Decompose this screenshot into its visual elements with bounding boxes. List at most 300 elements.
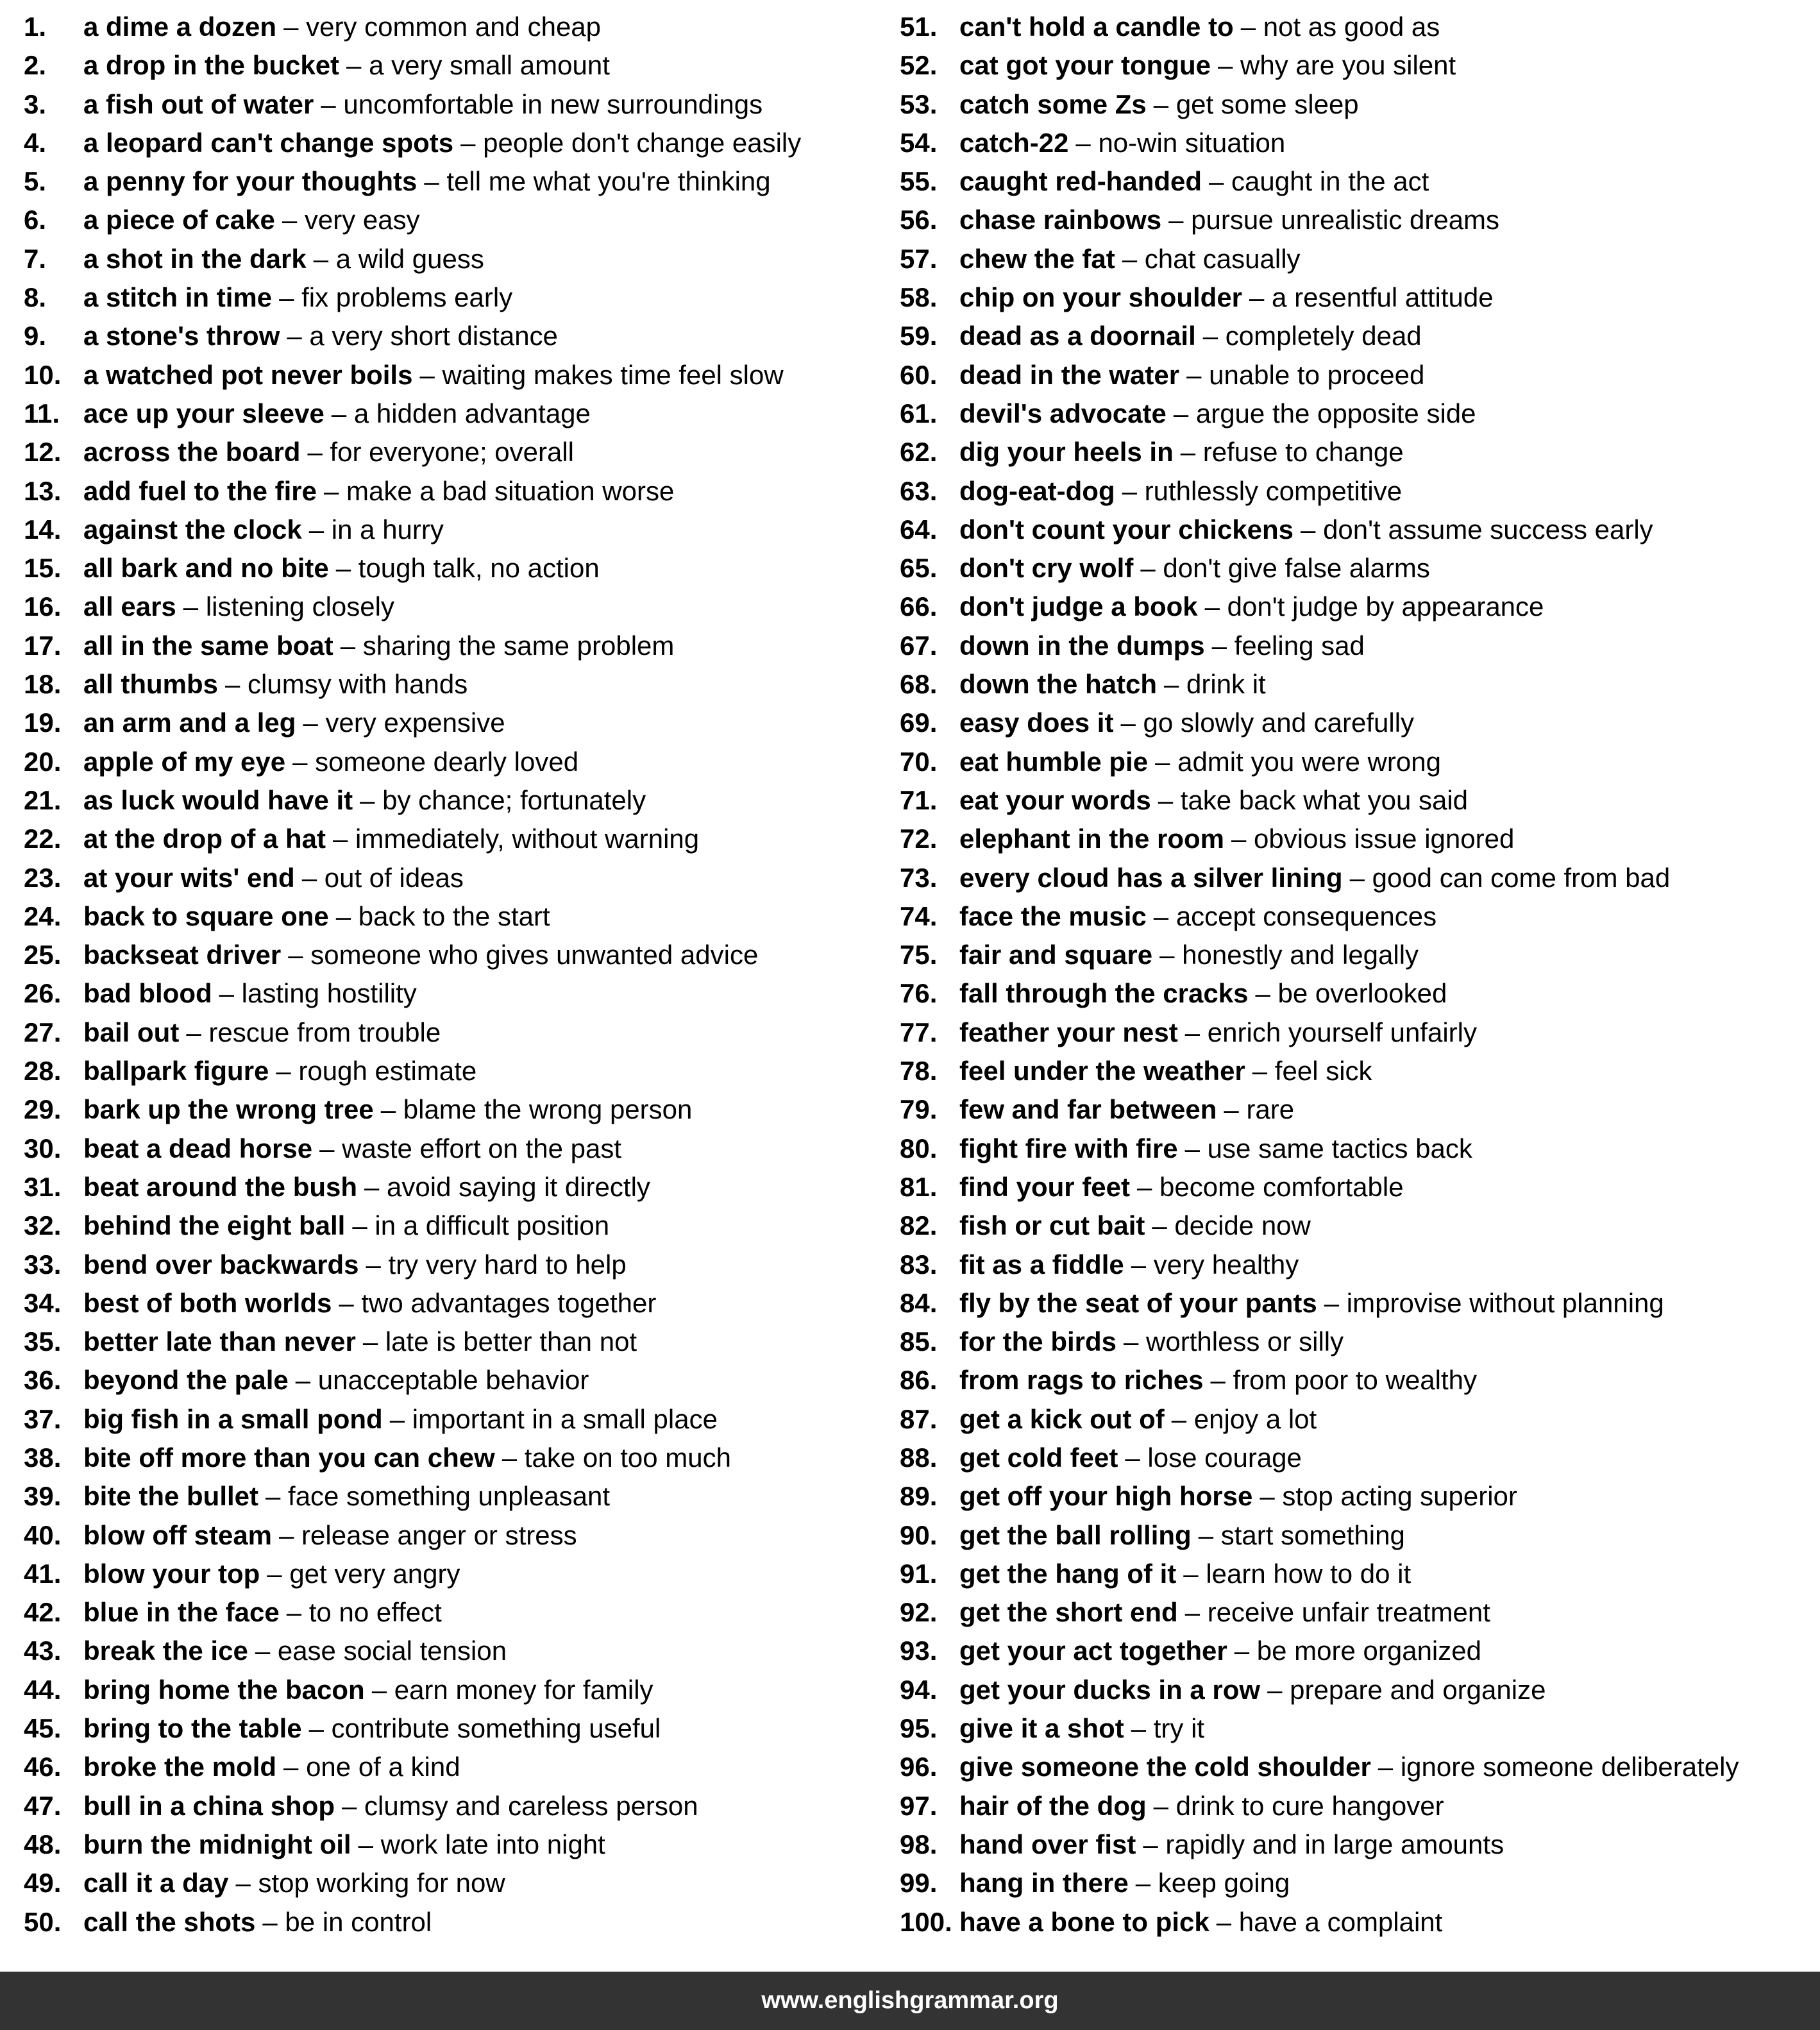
item-number: 87. — [900, 1403, 938, 1434]
item-idiom: elephant in the room — [959, 824, 1225, 854]
list-item — [900, 124, 1820, 162]
list-item — [24, 1400, 900, 1439]
item-definition: – back to the start — [335, 901, 550, 931]
item-idiom: a fish out of water — [83, 89, 314, 119]
item-idiom: bite the bullet — [83, 1481, 258, 1512]
item-number: 15. — [24, 553, 62, 584]
item-idiom: as luck would have it — [83, 784, 353, 815]
list-item — [24, 472, 900, 511]
item-number: 81. — [900, 1171, 938, 1202]
item-definition: – rare — [1224, 1094, 1295, 1125]
item-number: 38. — [24, 1442, 62, 1473]
item-idiom: caught red-handed — [959, 166, 1202, 197]
item-number: 51. — [900, 12, 938, 42]
item-idiom: a dime a dozen — [83, 12, 277, 42]
item-number: 67. — [900, 630, 938, 661]
list-item — [900, 433, 1820, 471]
list-item — [900, 394, 1820, 433]
item-definition: – get very angry — [267, 1558, 460, 1589]
item-number: 39. — [24, 1481, 62, 1512]
list-item — [24, 820, 900, 858]
item-definition: – a hidden advantage — [331, 398, 591, 428]
list-item — [900, 1439, 1820, 1477]
list-item — [24, 1052, 900, 1090]
item-definition: – worthless or silly — [1124, 1326, 1344, 1357]
list-item — [24, 974, 900, 1013]
item-idiom: get cold feet — [959, 1442, 1118, 1473]
item-idiom: catch some Zs — [959, 89, 1147, 119]
item-definition: – waste effort on the past — [319, 1133, 621, 1163]
item-definition: – lose courage — [1125, 1442, 1302, 1473]
item-number: 21. — [24, 784, 62, 815]
list-item — [900, 1903, 1820, 1941]
item-idiom: across the board — [83, 437, 301, 468]
item-idiom: every cloud has a silver lining — [959, 862, 1343, 893]
item-idiom: bail out — [83, 1017, 180, 1047]
list-item — [900, 472, 1820, 511]
item-idiom: bring home the bacon — [83, 1674, 365, 1705]
item-idiom: eat humble pie — [959, 746, 1149, 777]
item-idiom: beat around the bush — [83, 1171, 358, 1202]
item-definition: – don't judge by appearance — [1204, 591, 1544, 622]
item-definition: – pursue unrealistic dreams — [1168, 205, 1500, 235]
item-definition: – very easy — [282, 205, 420, 235]
item-number: 92. — [900, 1597, 938, 1628]
item-idiom: backseat driver — [83, 940, 282, 970]
list-item — [900, 1090, 1820, 1129]
list-item — [24, 8, 900, 46]
item-definition: – feeling sad — [1211, 630, 1365, 661]
item-definition: – fix problems early — [279, 282, 513, 313]
list-item — [24, 201, 900, 239]
item-number: 7. — [24, 243, 47, 274]
list-item — [900, 162, 1820, 201]
item-number: 91. — [900, 1558, 938, 1589]
list-item — [900, 627, 1820, 665]
item-idiom: blue in the face — [83, 1597, 280, 1628]
item-definition: – keep going — [1135, 1868, 1290, 1899]
item-idiom: add fuel to the fire — [83, 475, 317, 506]
item-idiom: big fish in a small pond — [83, 1403, 383, 1434]
item-idiom: dead as a doornail — [959, 321, 1196, 351]
list-item — [900, 317, 1820, 355]
item-definition: – refuse to change — [1180, 437, 1404, 468]
item-number: 71. — [900, 784, 938, 815]
item-definition: – try very hard to help — [366, 1249, 627, 1280]
item-definition: – have a complaint — [1216, 1906, 1443, 1937]
item-idiom: dead in the water — [959, 359, 1180, 390]
item-idiom: find your feet — [959, 1171, 1131, 1202]
list-item — [24, 859, 900, 897]
item-definition: – learn how to do it — [1183, 1558, 1411, 1589]
item-number: 73. — [900, 862, 938, 893]
item-definition: – don't give false alarms — [1140, 553, 1430, 584]
list-item — [24, 781, 900, 820]
item-definition: – listening closely — [183, 591, 394, 622]
item-definition: – no-win situation — [1075, 127, 1286, 158]
item-number: 54. — [900, 127, 938, 158]
item-number: 84. — [900, 1287, 938, 1318]
item-number: 33. — [24, 1249, 62, 1280]
item-idiom: down in the dumps — [959, 630, 1205, 661]
idiom-list-column-left — [0, 8, 900, 1941]
item-idiom: face the music — [959, 901, 1147, 931]
item-idiom: a stone's throw — [83, 321, 280, 351]
list-item — [900, 278, 1820, 317]
item-definition: – in a hurry — [308, 514, 444, 545]
list-item — [24, 1632, 900, 1670]
item-definition: – very common and cheap — [283, 12, 602, 42]
item-number: 95. — [900, 1713, 938, 1744]
item-number: 1. — [24, 12, 47, 42]
list-item — [24, 1748, 900, 1786]
list-item — [24, 743, 900, 781]
item-idiom: get the ball rolling — [959, 1519, 1192, 1550]
item-number: 3. — [24, 89, 47, 119]
list-item — [24, 278, 900, 317]
item-idiom: have a bone to pick — [959, 1906, 1209, 1937]
item-idiom: best of both worlds — [83, 1287, 332, 1318]
item-number: 42. — [24, 1597, 62, 1628]
list-item — [24, 588, 900, 626]
item-idiom: a stitch in time — [83, 282, 273, 313]
list-item — [900, 1864, 1820, 1902]
list-item — [900, 897, 1820, 936]
item-number: 63. — [900, 475, 938, 506]
item-number: 13. — [24, 475, 62, 506]
item-idiom: dig your heels in — [959, 437, 1174, 468]
item-number: 58. — [900, 282, 938, 313]
item-number: 4. — [24, 127, 47, 158]
item-number: 62. — [900, 437, 938, 468]
list-item — [900, 704, 1820, 742]
item-number: 10. — [24, 359, 62, 390]
item-definition: – obvious issue ignored — [1231, 824, 1515, 854]
item-definition: – not as good as — [1240, 12, 1440, 42]
item-number: 28. — [24, 1056, 62, 1087]
item-definition: – uncomfortable in new surroundings — [321, 89, 763, 119]
item-definition: – two advantages together — [339, 1287, 657, 1318]
item-idiom: apple of my eye — [83, 746, 286, 777]
item-idiom: few and far between — [959, 1094, 1217, 1125]
item-idiom: get the short end — [959, 1597, 1178, 1628]
item-number: 57. — [900, 243, 938, 274]
item-number: 74. — [900, 901, 938, 931]
item-idiom: ballpark figure — [83, 1056, 269, 1087]
item-number: 16. — [24, 591, 62, 622]
item-number: 46. — [24, 1752, 62, 1782]
item-idiom: get your ducks in a row — [959, 1674, 1261, 1705]
list-item — [24, 897, 900, 936]
item-definition: – be overlooked — [1255, 978, 1447, 1009]
item-idiom: catch-22 — [959, 127, 1069, 158]
list-item — [24, 704, 900, 742]
item-number: 79. — [900, 1094, 938, 1125]
list-item — [900, 1206, 1820, 1245]
item-number: 2. — [24, 50, 47, 81]
item-idiom: all bark and no bite — [83, 553, 329, 584]
list-item — [900, 201, 1820, 239]
list-item — [24, 1323, 900, 1361]
list-item — [900, 8, 1820, 46]
item-definition: – people don't change easily — [460, 127, 802, 158]
item-definition: – to no effect — [286, 1597, 442, 1628]
item-number: 26. — [24, 978, 62, 1009]
list-item — [24, 627, 900, 665]
list-item — [900, 511, 1820, 549]
item-definition: – receive unfair treatment — [1184, 1597, 1490, 1628]
item-number: 53. — [900, 89, 938, 119]
item-idiom: all in the same boat — [83, 630, 333, 661]
list-item — [24, 317, 900, 355]
item-definition: – by chance; fortunately — [360, 784, 646, 815]
item-idiom: get a kick out of — [959, 1403, 1165, 1434]
item-idiom: eat your words — [959, 784, 1151, 815]
list-item — [900, 1748, 1820, 1786]
list-item — [900, 1632, 1820, 1670]
item-definition: – clumsy and careless person — [342, 1790, 698, 1821]
item-idiom: get the hang of it — [959, 1558, 1177, 1589]
item-definition: – work late into night — [358, 1829, 605, 1859]
item-number: 77. — [900, 1017, 938, 1047]
item-idiom: beat a dead horse — [83, 1133, 313, 1163]
item-idiom: bring to the table — [83, 1713, 302, 1744]
item-definition: – rescue from trouble — [186, 1017, 441, 1047]
item-idiom: hair of the dog — [959, 1790, 1147, 1821]
item-definition: – unable to proceed — [1186, 359, 1425, 390]
item-definition: – feel sick — [1252, 1056, 1372, 1087]
item-idiom: give someone the cold shoulder — [959, 1752, 1371, 1782]
item-idiom: a leopard can't change spots — [83, 127, 454, 158]
list-item — [24, 1013, 900, 1052]
item-idiom: get off your high horse — [959, 1481, 1253, 1512]
item-number: 100. — [900, 1906, 952, 1937]
item-definition: – chat casually — [1122, 243, 1301, 274]
list-item — [900, 859, 1820, 897]
item-idiom: devil's advocate — [959, 398, 1167, 428]
item-definition: – release anger or stress — [279, 1519, 577, 1550]
list-item — [900, 1246, 1820, 1284]
item-idiom: an arm and a leg — [83, 707, 296, 738]
idiom-list-column-right — [900, 8, 1820, 1941]
item-idiom: a penny for your thoughts — [83, 166, 417, 197]
item-idiom: against the clock — [83, 514, 302, 545]
item-idiom: dog-eat-dog — [959, 475, 1115, 506]
item-definition: – from poor to wealthy — [1210, 1365, 1477, 1396]
item-number: 12. — [24, 437, 62, 468]
item-number: 43. — [24, 1636, 62, 1666]
list-item — [900, 1129, 1820, 1168]
item-definition: – don't assume success early — [1301, 514, 1653, 545]
footer-url[interactable]: www.englishgrammar.org — [761, 1987, 1059, 2014]
list-item — [900, 1168, 1820, 1206]
item-number: 69. — [900, 707, 938, 738]
list-item — [900, 1825, 1820, 1864]
item-number: 52. — [900, 50, 938, 81]
item-idiom: blow your top — [83, 1558, 260, 1589]
item-definition: – good can come from bad — [1349, 862, 1671, 893]
list-item — [900, 1555, 1820, 1593]
item-number: 83. — [900, 1249, 938, 1280]
item-definition: – rapidly and in large amounts — [1143, 1829, 1504, 1859]
list-item — [24, 1709, 900, 1748]
list-item — [900, 1323, 1820, 1361]
item-number: 45. — [24, 1713, 62, 1744]
item-definition: – very healthy — [1131, 1249, 1299, 1280]
item-definition: – drink to cure hangover — [1153, 1790, 1444, 1821]
item-idiom: easy does it — [959, 707, 1114, 738]
item-idiom: chew the fat — [959, 243, 1115, 274]
item-number: 96. — [900, 1752, 938, 1782]
item-number: 8. — [24, 282, 47, 313]
item-number: 29. — [24, 1094, 62, 1125]
item-idiom: a drop in the bucket — [83, 50, 340, 81]
item-number: 94. — [900, 1674, 938, 1705]
item-definition: – accept consequences — [1153, 901, 1437, 931]
item-number: 78. — [900, 1056, 938, 1087]
item-idiom: hand over fist — [959, 1829, 1136, 1859]
item-number: 56. — [900, 205, 938, 235]
item-definition: – a very small amount — [346, 50, 610, 81]
item-idiom: break the ice — [83, 1636, 248, 1666]
item-idiom: fall through the cracks — [959, 978, 1249, 1009]
item-definition: – stop acting superior — [1260, 1481, 1517, 1512]
item-idiom: behind the eight ball — [83, 1210, 346, 1241]
item-definition: – enrich yourself unfairly — [1184, 1017, 1477, 1047]
item-definition: – drink it — [1164, 669, 1266, 700]
item-definition: – prepare and organize — [1267, 1674, 1546, 1705]
item-definition: – why are you silent — [1218, 50, 1456, 81]
item-idiom: feel under the weather — [959, 1056, 1245, 1087]
item-number: 64. — [900, 514, 938, 545]
list-item — [24, 1246, 900, 1284]
item-number: 82. — [900, 1210, 938, 1241]
item-number: 27. — [24, 1017, 62, 1047]
item-number: 32. — [24, 1210, 62, 1241]
item-idiom: bend over backwards — [83, 1249, 359, 1280]
list-item — [24, 433, 900, 471]
item-idiom: a piece of cake — [83, 205, 275, 235]
list-item — [24, 1477, 900, 1516]
list-item — [900, 1671, 1820, 1709]
item-definition: – stop working for now — [235, 1868, 505, 1899]
item-idiom: chip on your shoulder — [959, 282, 1243, 313]
item-definition: – a resentful attitude — [1249, 282, 1494, 313]
item-idiom: don't count your chickens — [959, 514, 1294, 545]
item-number: 50. — [24, 1906, 62, 1937]
list-item — [900, 1400, 1820, 1439]
item-definition: – face something unpleasant — [265, 1481, 611, 1512]
item-idiom: blow off steam — [83, 1519, 273, 1550]
item-definition: – immediately, without warning — [333, 824, 700, 854]
item-idiom: all ears — [83, 591, 176, 622]
item-idiom: from rags to riches — [959, 1365, 1204, 1396]
item-definition: – ruthlessly competitive — [1122, 475, 1403, 506]
item-idiom: ace up your sleeve — [83, 398, 324, 428]
item-number: 72. — [900, 824, 938, 854]
item-idiom: beyond the pale — [83, 1365, 289, 1396]
item-definition: – honestly and legally — [1159, 940, 1419, 970]
item-definition: – completely dead — [1202, 321, 1422, 351]
item-number: 40. — [24, 1519, 62, 1550]
list-item — [900, 1593, 1820, 1632]
item-definition: – important in a small place — [389, 1403, 718, 1434]
item-idiom: call it a day — [83, 1868, 229, 1899]
item-definition: – out of ideas — [301, 862, 464, 893]
item-idiom: bark up the wrong tree — [83, 1094, 374, 1125]
item-idiom: bite off more than you can chew — [83, 1442, 495, 1473]
item-definition: – very expensive — [303, 707, 505, 738]
item-idiom: bad blood — [83, 978, 212, 1009]
item-number: 30. — [24, 1133, 62, 1163]
item-number: 61. — [900, 398, 938, 428]
item-idiom: at your wits' end — [83, 862, 295, 893]
list-item — [24, 394, 900, 433]
item-definition: – clumsy with hands — [225, 669, 468, 700]
list-item — [900, 1709, 1820, 1748]
list-item — [900, 549, 1820, 588]
item-definition: – rough estimate — [276, 1056, 477, 1087]
item-definition: – decide now — [1152, 1210, 1311, 1241]
item-number: 48. — [24, 1829, 62, 1859]
list-item — [900, 781, 1820, 820]
list-item — [24, 936, 900, 974]
item-definition: – a very short distance — [287, 321, 558, 351]
item-idiom: fit as a fiddle — [959, 1249, 1124, 1280]
item-number: 19. — [24, 707, 62, 738]
list-item — [24, 1903, 900, 1941]
item-number: 75. — [900, 940, 938, 970]
list-item — [24, 1284, 900, 1323]
item-number: 41. — [24, 1558, 62, 1589]
item-definition: – someone dearly loved — [292, 746, 579, 777]
item-idiom: all thumbs — [83, 669, 219, 700]
list-item — [900, 974, 1820, 1013]
list-item — [24, 85, 900, 124]
list-item — [900, 1284, 1820, 1323]
item-number: 36. — [24, 1365, 62, 1396]
item-number: 76. — [900, 978, 938, 1009]
item-idiom: burn the midnight oil — [83, 1829, 351, 1859]
list-item — [900, 936, 1820, 974]
item-number: 55. — [900, 166, 938, 197]
list-item — [24, 1090, 900, 1129]
item-definition: – take on too much — [501, 1442, 731, 1473]
item-definition: – in a difficult position — [352, 1210, 610, 1241]
item-idiom: hang in there — [959, 1868, 1129, 1899]
item-definition: – make a bad situation worse — [324, 475, 675, 506]
item-definition: – tough talk, no action — [335, 553, 600, 584]
item-number: 18. — [24, 669, 62, 700]
item-definition: – lasting hostility — [219, 978, 417, 1009]
item-idiom: fair and square — [959, 940, 1153, 970]
item-number: 11. — [24, 398, 60, 428]
list-item — [24, 240, 900, 278]
item-number: 86. — [900, 1365, 938, 1396]
item-definition: – enjoy a lot — [1171, 1403, 1317, 1434]
item-definition: – be more organized — [1234, 1636, 1481, 1666]
item-idiom: don't cry wolf — [959, 553, 1134, 584]
item-definition: – tell me what you're thinking — [424, 166, 771, 197]
item-definition: – someone who gives unwanted advice — [288, 940, 759, 970]
item-number: 22. — [24, 824, 62, 854]
list-item — [24, 1168, 900, 1206]
item-number: 49. — [24, 1868, 62, 1899]
list-item — [900, 85, 1820, 124]
item-definition: – go slowly and carefully — [1120, 707, 1415, 738]
item-number: 99. — [900, 1868, 938, 1899]
list-item — [900, 743, 1820, 781]
